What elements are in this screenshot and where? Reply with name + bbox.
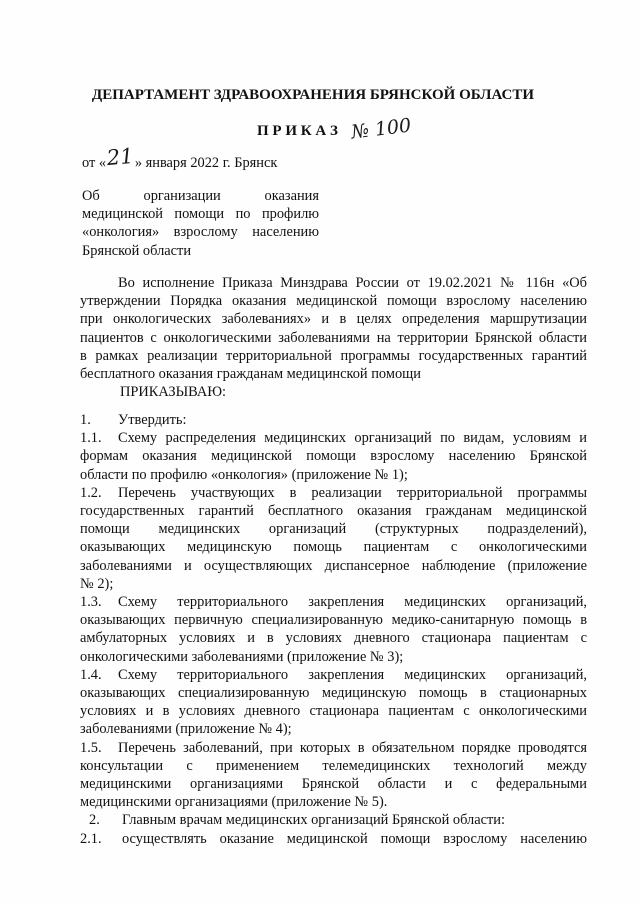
item-first-line xyxy=(80,429,587,447)
item-text-line: Утвердить: xyxy=(118,412,187,428)
directive-word: ПРИКАЗЫВАЮ: xyxy=(120,384,227,400)
list-item-1-1 xyxy=(80,429,587,484)
preamble-line: бесплатного оказания гражданам медицинской помощи xyxy=(80,366,421,383)
item-number: 1.2. xyxy=(80,484,102,501)
item-first-line xyxy=(80,811,587,829)
item-number: 1. xyxy=(80,412,91,428)
preamble-line: при онкологических заболеваниях» и в целях определения маршрутизации xyxy=(80,311,587,328)
item-number: 1.5. xyxy=(80,739,102,756)
item-text-line: оказывающих медицинскую помощь пациентам с онкологическими xyxy=(80,539,587,556)
department-heading: ДЕПАРТАМЕНТ ЗДРАВООХРАНЕНИЯ БРЯНСКОЙ ОБЛАСТИ xyxy=(91,87,535,103)
title-line: Брянской области xyxy=(82,242,192,259)
list-item-1 xyxy=(80,411,587,429)
item-text-line: № 2); xyxy=(80,575,114,592)
item-first-line xyxy=(80,484,587,502)
item-text-line: условиях и в условиях дневного стационара пациентам с онкологическими xyxy=(80,703,587,720)
item-number: 1.1. xyxy=(80,430,102,447)
item-text-line: оказывающих специализированную медицинскую помощь в стационарных xyxy=(80,685,587,702)
item-text-line: Главным врачам медицинских организаций Брянской области: xyxy=(122,812,505,829)
item-first-line xyxy=(80,666,587,684)
item-text-line: онкологическими заболеваниями (приложение № 3); xyxy=(80,648,404,665)
item-text-line: Схему территориального закрепления медицинских организаций, xyxy=(118,666,587,683)
item-text-line: Перечень участвующих в реализации территориальной программы xyxy=(118,484,587,501)
preamble-line: Во исполнение Приказа Минздрава России от 19.02.2021 № 116н «Об xyxy=(118,275,587,291)
order-heading xyxy=(257,114,413,144)
preamble-paragraph xyxy=(80,274,587,383)
item-text-line: Перечень заболеваний, при которых в обязательном порядке проводятся xyxy=(118,739,587,756)
title-line: Об организации оказания xyxy=(82,188,319,204)
item-number: 1.4. xyxy=(80,666,102,683)
item-text-line: Схему территориального закрепления медицинских организаций, xyxy=(118,594,587,611)
title-line: «онкология» взрослому населению xyxy=(82,224,319,241)
preamble-line: утверждении Порядка оказания медицинской помощи взрослому населению xyxy=(80,293,587,310)
order-word: П Р И К А З xyxy=(257,123,338,139)
date-day-handwritten: 21 xyxy=(105,143,135,171)
item-text-line: консультации с применением телемедицинских технологий между xyxy=(80,757,587,774)
order-number-handwritten: № 100 xyxy=(349,114,413,144)
item-number: 1.3. xyxy=(80,594,102,611)
preamble-line: в рамках реализации территориальной программы государственных гарантий xyxy=(80,347,587,364)
item-number: 2.1. xyxy=(80,830,102,847)
order-items-list xyxy=(80,411,587,848)
title-line: медицинской помощи по профилю xyxy=(82,206,319,223)
order-title xyxy=(82,187,319,260)
item-text-line: области по профилю «онкология» (приложение № 1); xyxy=(80,466,408,483)
list-item-2 xyxy=(80,811,587,829)
item-text-line: заболеваниями (приложение № 4); xyxy=(80,721,292,738)
item-first-line xyxy=(80,593,587,611)
item-text-line: оказывающих первичную специализированную медико-санитарную помощь в xyxy=(80,612,587,629)
item-first-line xyxy=(80,830,587,848)
list-item-1-5 xyxy=(80,739,587,812)
item-text-line: медицинскими организациями (приложение № 5). xyxy=(80,794,388,811)
list-item-1-2 xyxy=(80,484,587,593)
list-item-1-3 xyxy=(80,593,587,666)
date-prefix: от « xyxy=(82,155,107,171)
item-first-line xyxy=(80,739,587,757)
item-text-line: амбулаторных условиях и в условиях дневного стационара пациентам с xyxy=(80,630,587,647)
date-suffix: » января 2022 г. Брянск xyxy=(134,155,278,171)
item-text-line: заболеваниями и осуществляющих диспансерное наблюдение (приложение xyxy=(80,557,587,574)
preamble-line: пациентов с онкологическими заболеваниями на территории Брянской области xyxy=(80,329,587,346)
item-text-line: государственных гарантий бесплатного оказания гражданам медицинской xyxy=(80,503,587,520)
list-item-2-1 xyxy=(80,830,587,848)
item-text-line: медицинскими организациями Брянской области и с федеральными xyxy=(80,776,587,793)
item-text-line: формам оказания медицинской помощи взрослому населению Брянской xyxy=(80,448,587,465)
item-first-line xyxy=(80,411,587,429)
list-item-1-4 xyxy=(80,666,587,739)
item-text-line: осуществлять оказание медицинской помощи взрослому населению xyxy=(122,830,587,847)
item-number: 2. xyxy=(89,812,100,829)
item-text-line: помощи медицинских организаций (структурных подразделений), xyxy=(80,521,587,538)
order-date xyxy=(82,143,278,172)
item-text-line: Схему распределения медицинских организаций по видам, условиям и xyxy=(118,430,587,447)
